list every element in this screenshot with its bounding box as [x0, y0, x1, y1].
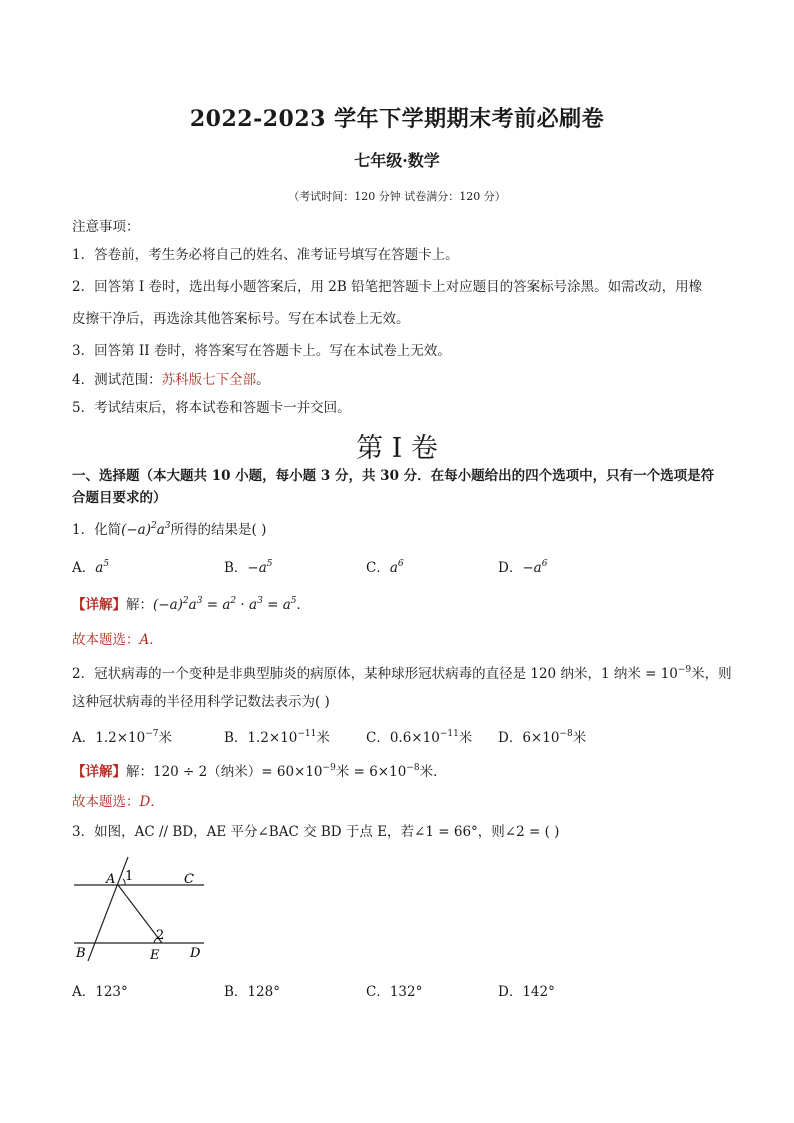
q1-stem-b: 所得的结果是( )	[170, 522, 267, 538]
q2-option-a: A．$1.2\times 10^{-7}$米	[72, 729, 172, 746]
label-1: 1	[125, 869, 134, 884]
q2-solution: 【详解】解：120 ÷ 2（纳米）= $60\times 10^{-9}$米 = $6\times 10^{-8}$米．	[72, 763, 447, 780]
note-4-prefix: 4．测试范围：	[72, 372, 162, 388]
q1-expression: $(-a)^2a^3$	[121, 521, 171, 538]
note-4	[72, 370, 732, 390]
q1-solution-tag: 【详解】	[72, 597, 126, 613]
q3-option-b: B．128°	[224, 984, 280, 1000]
q1-option-c: C．$a^6$	[366, 559, 404, 576]
q3-stem: 3．如图，AC // BD，AE 平分∠BAC 交 BD 于点 E，若∠1 = 66°，则∠2 = ( )	[72, 824, 560, 840]
section-title: 第 I 卷	[356, 433, 438, 464]
q1-stem	[72, 520, 732, 540]
q3-option-c: C．132°	[366, 984, 423, 1000]
label-2: 2	[156, 928, 165, 943]
label-d: D	[190, 946, 201, 961]
note-3: 3．回答第 II 卷时，将答案写在答题卡上。写在本试卷上无效。	[72, 343, 451, 359]
q2-option-b: B．$1.2\times 10^{-11}$米	[224, 729, 330, 746]
q2-option-c: C．$0.6\times 10^{-11}$米	[366, 729, 473, 746]
q1-option-d: D．$-a^6$	[498, 559, 548, 576]
note-5: 5．考试结束后，将本试卷和答题卡一并交回。	[72, 400, 351, 416]
notes-heading: 注意事项：	[72, 219, 140, 235]
q1-answer: 故本题选：A．	[72, 632, 163, 648]
note-2a: 2．回答第 I 卷时，选出每小题答案后，用 2B 铅笔把答题卡上对应题目的答案标号涂黑。如需改动，用橡	[72, 279, 703, 295]
q1-solution: 【详解】解：$(-a)^2a^3 = a^2 \cdot a^3 = a^5$．	[72, 596, 310, 613]
q3-option-d: D．142°	[498, 984, 555, 1000]
q2-stem-1: 2．冠状病毒的一个变种是非典型肺炎的病原体，某种球形冠状病毒的直径是 120 纳米，1 纳米 = $10^{-9}$米，则	[72, 665, 732, 682]
note-4-suffix: 。	[256, 372, 270, 388]
label-a: A	[106, 872, 116, 887]
q1-solution-a: 解：	[126, 597, 153, 613]
q3-option-a: A．123°	[72, 984, 128, 1000]
q2-stem-2: 这种冠状病毒的半径用科学记数法表示为( )	[72, 694, 330, 710]
q2-option-d: D．$6\times 10^{-8}$米	[498, 729, 587, 746]
q1-option-a: A．$a^5$	[72, 559, 110, 576]
exam-subtitle: 七年级·数学	[354, 151, 440, 170]
part1-line-1: 一、选择题（本大题共 10 小题，每小题 3 分，共 30 分．在每小题给出的四个选项中，只有一个选项是符	[72, 468, 715, 484]
q2-answer: 故本题选：D．	[72, 794, 164, 810]
label-b: B	[76, 946, 86, 961]
label-c: C	[184, 872, 194, 887]
part1-line-2: 合题目要求的）	[72, 490, 167, 506]
note-1: 1．答卷前，考生务必将自己的姓名、准考证号填写在答题卡上。	[72, 247, 459, 263]
exam-title: 2022-2023 学年下学期期末考前必刷卷	[189, 106, 605, 132]
q3-geometry-figure	[70, 855, 210, 965]
exam-meta: （考试时间：120 分钟 试卷满分：120 分）	[288, 190, 506, 203]
note-2b: 皮擦干净后，再选涂其他答案标号。写在本试卷上无效。	[72, 311, 410, 327]
label-e: E	[150, 948, 160, 963]
note-4-scope: 苏科版七下全部	[161, 372, 257, 388]
q1-option-b: B．$-a^5$	[224, 559, 273, 576]
q1-stem-a: 1．化简	[72, 522, 122, 538]
